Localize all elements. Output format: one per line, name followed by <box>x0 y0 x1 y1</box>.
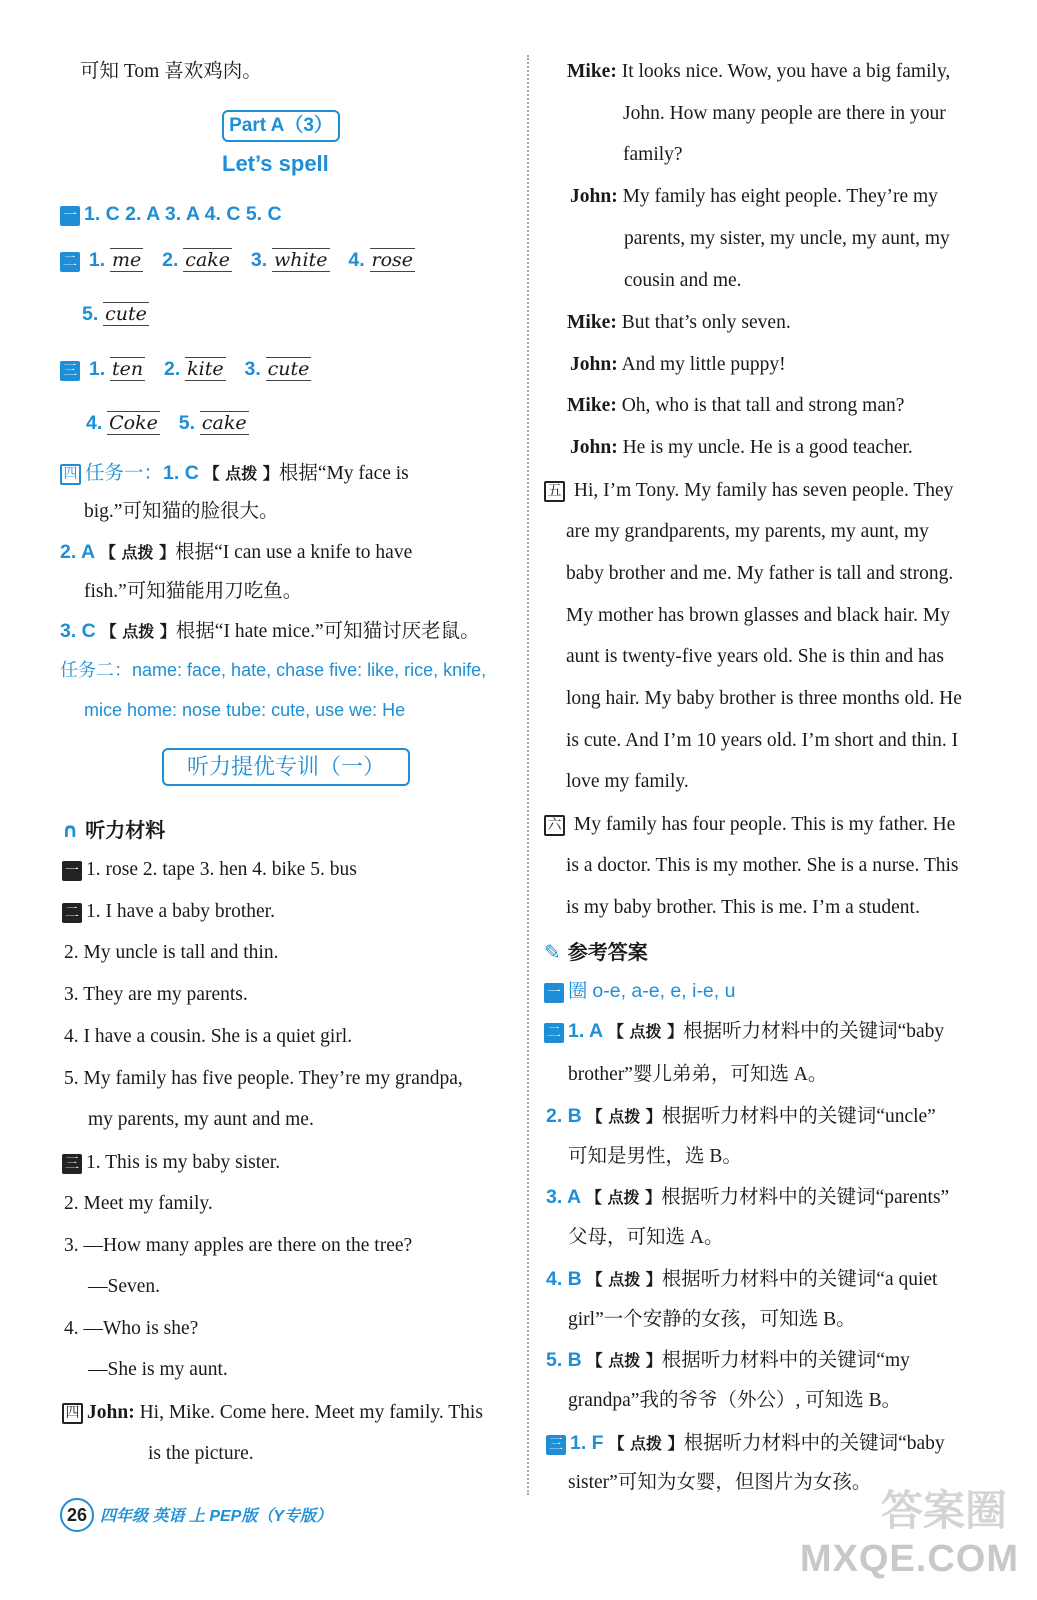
pen-icon: ✎ <box>544 940 561 964</box>
handwritten-answer: white <box>274 249 328 271</box>
handwritten-answer: kite <box>187 358 224 380</box>
text-line: is a doctor. This is my mother. She is a nurse. This <box>566 855 959 876</box>
dialog-line: Mike: Oh, who is that tall and strong man? <box>567 395 905 416</box>
text-line: 三 1. F 【 点拨 】根据听力材料中的关键词“baby <box>546 1431 945 1456</box>
text-line: love my family. <box>566 771 689 792</box>
text-line: 可知是男性，选 B。 <box>568 1146 742 1167</box>
text-line: 父母，可知选 A。 <box>568 1227 724 1248</box>
tip-label: 【 点拨 】 <box>586 1351 662 1370</box>
text-line: 三 1. This is my baby sister. <box>62 1151 280 1175</box>
dialog-line: cousin and me. <box>624 270 742 291</box>
text-line: brother”婴儿弟弟，可知选 A。 <box>568 1064 828 1085</box>
text-line: big.”可知猫的脸很大。 <box>84 501 279 522</box>
text-line: 3. C 【 点拨 】根据“I hate mice.”可知猫讨厌老鼠。 <box>60 620 480 642</box>
handwritten-answer: cake <box>185 249 231 271</box>
text-line: 4. I have a cousin. She is a quiet girl. <box>64 1026 353 1047</box>
section-badge-icon: 三 <box>546 1435 566 1455</box>
tip-label: 【 点拨 】 <box>585 1188 662 1207</box>
section-badge-icon: 三 <box>62 1154 82 1174</box>
text-line: are my grandparents, my parents, my aunt, my <box>566 521 929 542</box>
text-line: 六 My family has four people. This is my father. He <box>544 813 955 837</box>
text-line: mice home: nose tube: cute, use we: He <box>84 700 406 720</box>
handwritten-answer: cute <box>267 358 310 380</box>
text-line: baby brother and me. My father is tall and strong. <box>566 563 954 584</box>
section-badge-icon: 二 <box>62 903 82 923</box>
handwritten-answer: rose <box>371 249 414 271</box>
tip-label: 【 点拨 】 <box>608 1434 684 1453</box>
text-line: 2. Meet my family. <box>64 1193 213 1214</box>
page-footer <box>60 1498 332 1532</box>
text-line: 四 John: Hi, Mike. Come here. Meet my family. This <box>62 1401 483 1425</box>
page-number: 26 <box>60 1498 94 1532</box>
column-divider <box>527 55 529 1495</box>
text-line: 2. B 【 点拨 】根据听力材料中的关键词“uncle” <box>546 1105 936 1127</box>
section-badge-icon: 三 <box>60 361 80 381</box>
tip-label: 【 点拨 】 <box>100 622 176 641</box>
watermark: MXQE.COM <box>799 1538 1019 1580</box>
handwritten-answer: me <box>112 249 142 271</box>
section-badge-icon: 二 <box>60 252 80 272</box>
text-line: —She is my aunt. <box>88 1359 228 1380</box>
text-line: is my baby brother. This is me. I’m a student. <box>566 897 920 918</box>
text-line: My mother has brown glasses and black hair. My <box>566 605 950 626</box>
listening-section-title: 听力提优专训（一） <box>162 748 410 786</box>
dialog-line: Mike: But that’s only seven. <box>567 312 791 333</box>
answer-row-3: 三 1. ten 2. kite 3. cute <box>60 357 325 382</box>
text-line: —Seven. <box>88 1276 161 1297</box>
text-line: 5. B 【 点拨 】根据听力材料中的关键词“my <box>546 1349 910 1371</box>
section-badge-icon: 四 <box>60 464 81 485</box>
text-line: 4. —Who is she? <box>64 1318 199 1339</box>
tip-label: 【 点拨 】 <box>607 1022 684 1041</box>
text-line: 3. —How many apples are there on the tree? <box>64 1235 413 1256</box>
text-line: 3. They are my parents. <box>64 984 248 1005</box>
watermark-logo: 答案圈 <box>880 1486 1007 1535</box>
answer-heading: ✎ 参考答案 <box>544 940 648 964</box>
tip-label: 【 点拨 】 <box>586 1270 662 1289</box>
section-badge-icon: 六 <box>544 815 565 836</box>
dialog-line: Mike: It looks nice. Wow, you have a big family, <box>567 61 951 82</box>
text-line: 3. A 【 点拨 】根据听力材料中的关键词“parents” <box>546 1186 950 1208</box>
dialog-line: parents, my sister, my uncle, my aunt, my <box>624 228 950 249</box>
section-badge-icon: 一 <box>544 983 564 1003</box>
text-line: 2. My uncle is tall and thin. <box>64 942 279 963</box>
text-line: 五 Hi, I’m Tony. My family has seven people. They <box>544 479 953 503</box>
dialog-line: John: He is my uncle. He is a good teacher. <box>570 437 913 458</box>
section-badge-icon: 一 <box>60 206 80 226</box>
answer-row-2: 二 1. me 2. cake 3. white 4. rose <box>60 248 429 273</box>
tip-label: 【 点拨 】 <box>203 464 279 483</box>
text-line: is cute. And I’m 10 years old. I’m short and thin. I <box>566 730 959 751</box>
handwritten-answer: Coke <box>109 412 158 434</box>
part-subtitle: Let’s spell <box>222 151 329 176</box>
text-line: is the picture. <box>148 1443 254 1464</box>
text-line: fish.”可知猫能用刀吃鱼。 <box>84 581 303 602</box>
dialog-line: John. How many people are there in your <box>623 103 946 124</box>
text-line: grandpa”我的爷爷（外公）, 可知选 B。 <box>568 1390 902 1411</box>
text-line: 2. A 【 点拨 】根据“I can use a knife to have <box>60 541 413 563</box>
answer-row-4: 四 任务一：1. C 【 点拨 】根据“My face is <box>60 461 409 486</box>
text-line: my parents, my aunt and me. <box>88 1109 314 1130</box>
text-line: 一 圈 o-e, a-e, e, i-e, u <box>544 979 735 1004</box>
text-line: 任务二：name: face, hate, chase five: like, rice, knife, <box>60 660 487 680</box>
headphones-icon: ∩ <box>62 818 79 842</box>
text-line: 二 1. I have a baby brother. <box>62 900 275 924</box>
text-line: 一 1. rose 2. tape 3. hen 4. bike 5. bus <box>62 858 357 882</box>
book-title: 四年级 英语 上 PEP版（Y专版） <box>100 1508 333 1525</box>
part-title: Part A（3） <box>222 110 340 142</box>
text-line: sister”可知为女婴，但图片为女孩。 <box>568 1472 872 1493</box>
text-line: 二 1. A 【 点拨 】根据听力材料中的关键词“baby <box>544 1019 944 1044</box>
dialog-line: John: And my little puppy! <box>570 354 786 375</box>
text-line: aunt is twenty-five years old. She is thin and has <box>566 646 945 667</box>
dialog-line: John: My family has eight people. They’re my <box>570 186 938 207</box>
text-line: girl”一个安静的女孩，可知选 B。 <box>568 1309 856 1330</box>
dialog-line: family? <box>623 144 683 165</box>
answer-row-2b: 5. cute <box>82 303 147 325</box>
section-badge-icon: 四 <box>62 1403 83 1424</box>
section-badge-icon: 一 <box>62 861 82 881</box>
text-line: 可知 Tom 喜欢鸡肉。 <box>80 61 262 82</box>
tip-label: 【 点拨 】 <box>586 1107 662 1126</box>
answer-row-3b: 4. Coke 5. cake <box>86 412 247 434</box>
text-line: 4. B 【 点拨 】根据听力材料中的关键词“a quiet <box>546 1268 938 1290</box>
handwritten-answer: cake <box>201 412 247 434</box>
text-line: long hair. My baby brother is three months old. He <box>566 688 962 709</box>
tip-label: 【 点拨 】 <box>99 543 176 562</box>
section-badge-icon: 五 <box>544 481 565 502</box>
material-heading: ∩ 听力材料 <box>62 818 166 842</box>
text-line: 5. My family has five people. They’re my grandpa, <box>64 1068 463 1089</box>
answer-row-1: 一 1. C 2. A 3. A 4. C 5. C <box>60 202 282 227</box>
handwritten-answer: ten <box>112 358 144 380</box>
section-badge-icon: 二 <box>544 1023 564 1043</box>
handwritten-answer: cute <box>105 303 147 325</box>
